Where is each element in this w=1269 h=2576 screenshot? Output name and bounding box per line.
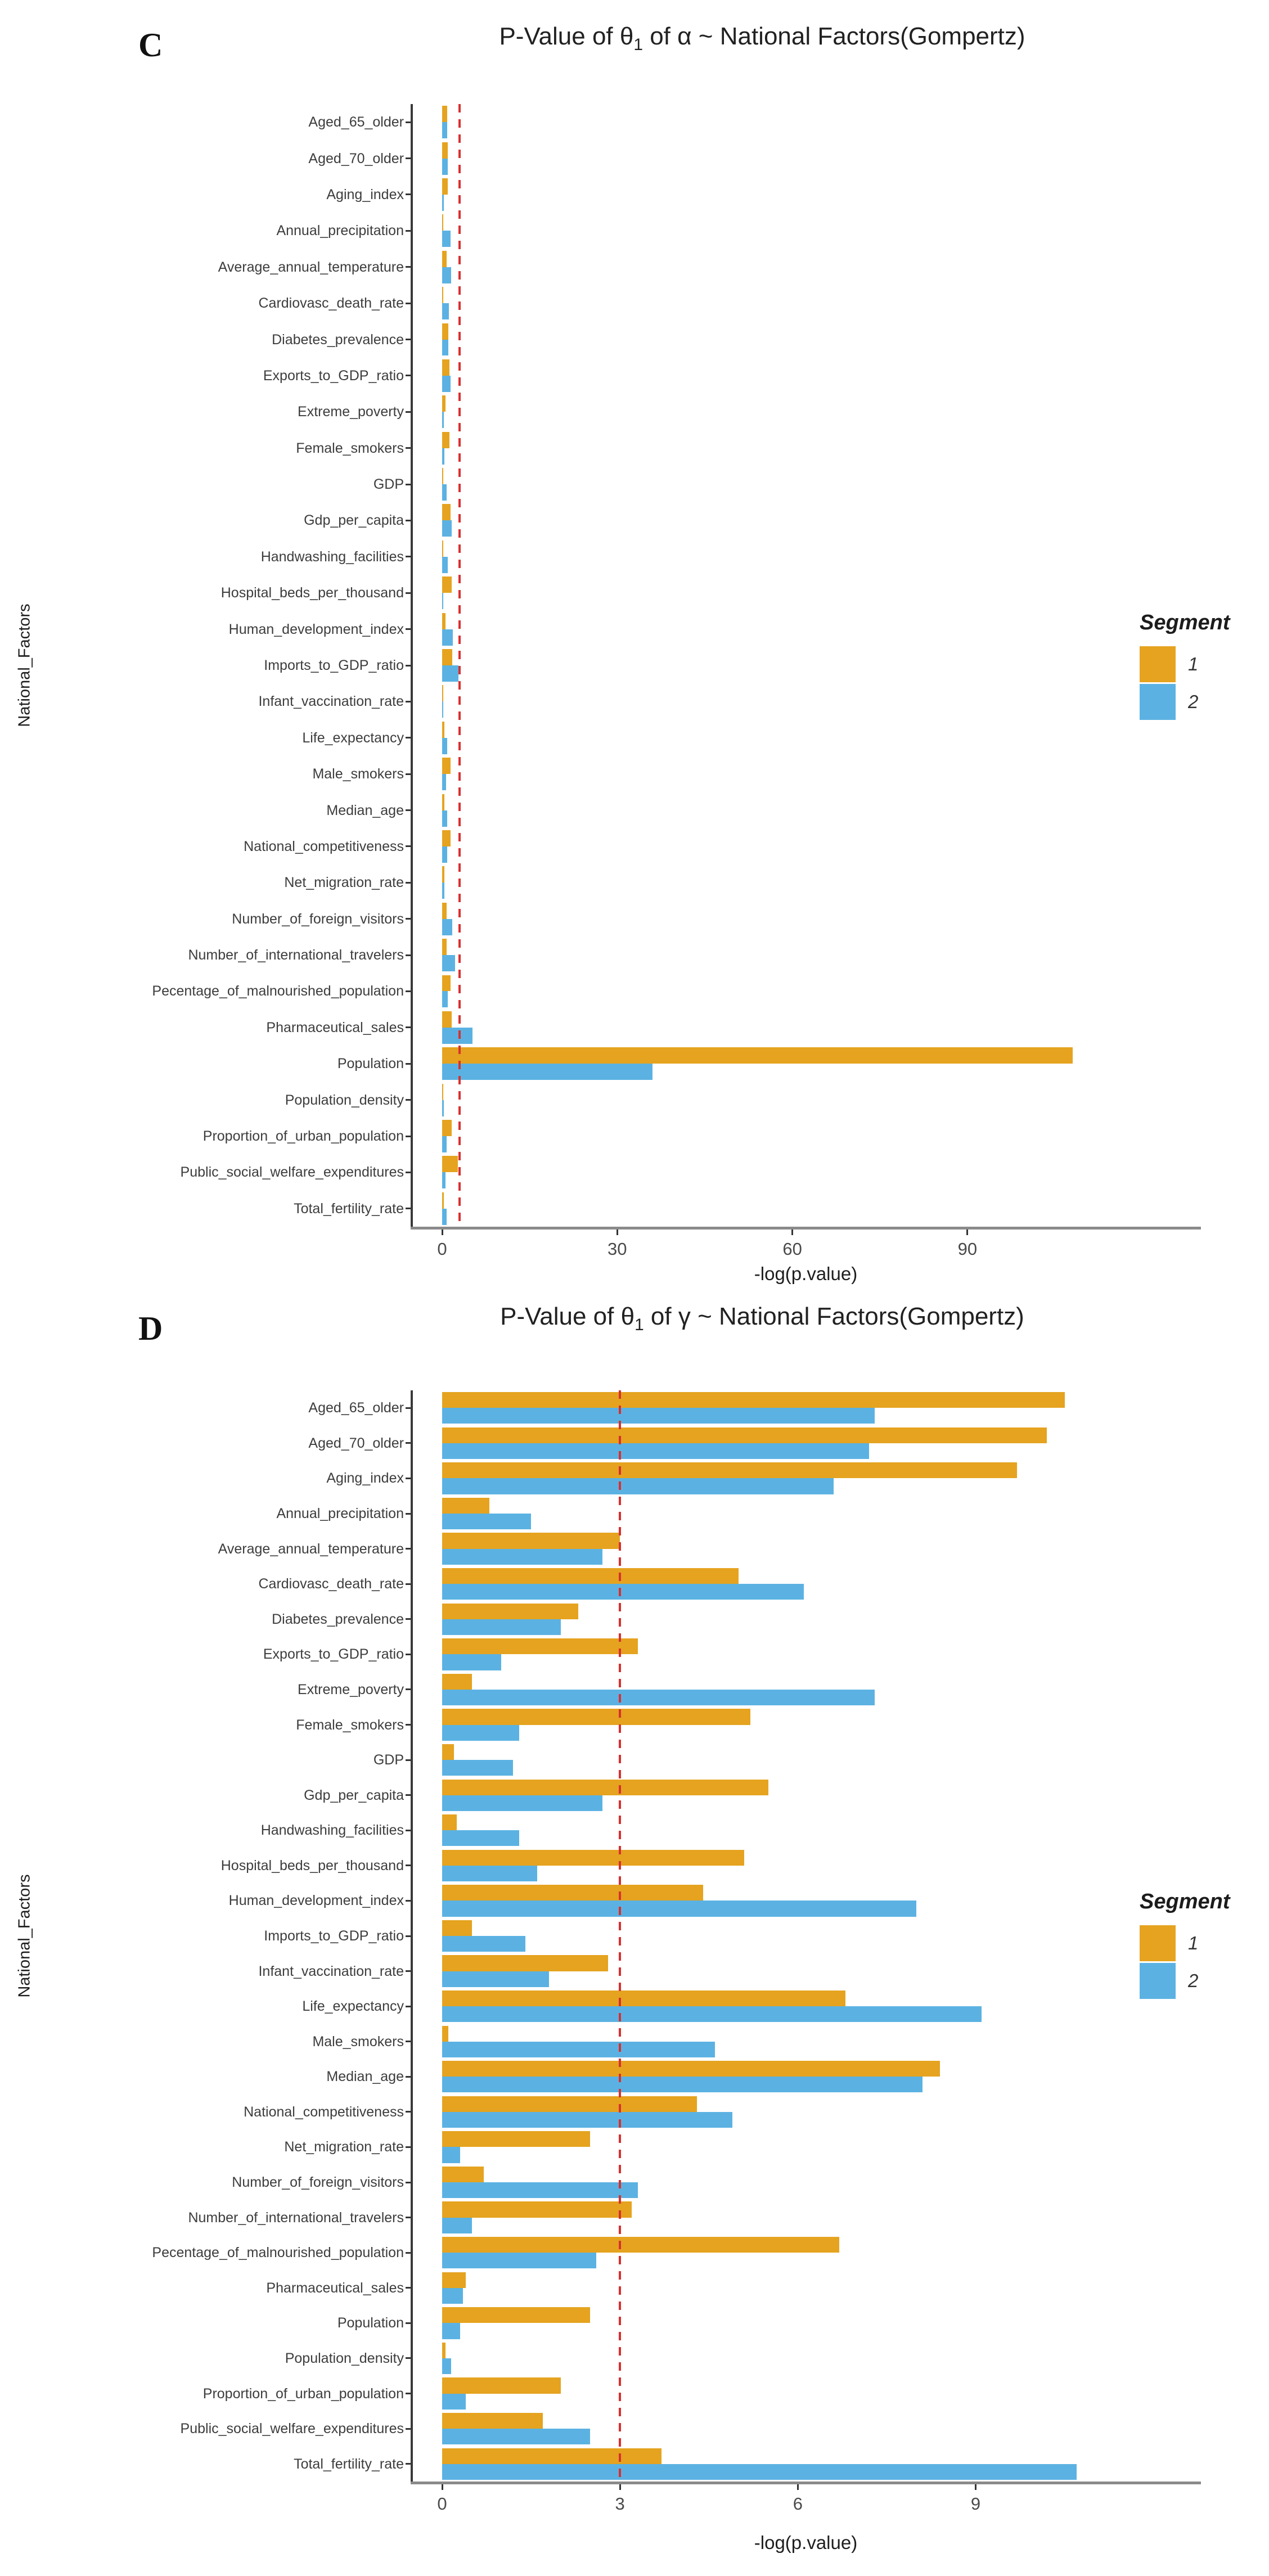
bar-segment2-Number_of_international_travelers: [442, 2218, 472, 2233]
bar-segment2-Population_density: [442, 2358, 451, 2374]
bar-segment1-Gdp_per_capita: [442, 1780, 768, 1795]
bar-segment2-Female_smokers: [442, 1725, 519, 1741]
bar-segment1-Infant_vaccination_rate: [442, 1955, 608, 1971]
bar-segment2-Handwashing_facilities: [442, 1830, 519, 1846]
bar-segment1-Human_development_index: [442, 1885, 703, 1901]
bar-segment1-Median_age: [442, 2061, 940, 2077]
category-label: Life_expectancy: [302, 1998, 404, 2015]
bar-segment2-Aged_70_older: [442, 1443, 869, 1459]
category-tick-mark: [406, 1759, 411, 1761]
category-label: National_competitiveness: [244, 2104, 404, 2120]
category-label: Human_development_index: [228, 1893, 404, 1909]
category-label: Annual_precipitation: [276, 1506, 404, 1522]
category-tick-mark: [406, 2041, 411, 2042]
category-label: Public_social_welfare_expenditures: [180, 2421, 404, 2437]
category-label: Aged_70_older: [308, 1435, 404, 1451]
x-axis-tick-mark: [619, 2484, 621, 2490]
bar-segment2-Aging_index: [442, 1478, 834, 1494]
bar-segment1-Number_of_foreign_visitors: [442, 2167, 484, 2182]
category-label: Infant_vaccination_rate: [258, 1963, 404, 1979]
bar-segment1-Net_migration_rate: [442, 2131, 590, 2147]
bar-segment2-Infant_vaccination_rate: [442, 1971, 549, 1987]
category-label: Median_age: [326, 2069, 404, 2085]
category-label: Gdp_per_capita: [304, 1787, 404, 1803]
legend-label-segment-1: 1: [1188, 654, 1199, 674]
bar-segment2-Annual_precipitation: [442, 1514, 531, 1529]
legend-swatch-segment-2: [1140, 1963, 1176, 1999]
bar-segment1-Aging_index: [442, 1462, 1017, 1478]
category-label: Aged_65_older: [308, 114, 404, 130]
category-label: Net_migration_rate: [284, 2139, 404, 2155]
category-label: Population: [337, 1056, 404, 1072]
category-label: Annual_precipitation: [276, 223, 404, 239]
bar-segment1-Female_smokers: [442, 1709, 750, 1724]
bar-segment1-Handwashing_facilities: [442, 1814, 457, 1830]
bar-segment1-Pharmaceutical_sales: [442, 2272, 466, 2288]
category-tick-mark: [406, 1794, 411, 1796]
category-tick-mark: [406, 2287, 411, 2289]
chart-c-title-subscript: 1: [633, 35, 643, 54]
category-label: Proportion_of_urban_population: [202, 2385, 404, 2402]
chart-d-x-axis-label: -log(p.value): [754, 2532, 858, 2553]
category-tick-mark: [406, 1548, 411, 1550]
category-tick-mark: [406, 1900, 411, 1902]
chart-d-title-text: P-Value of θ: [500, 1303, 635, 1330]
bar-segment1-Male_smokers: [442, 2026, 448, 2042]
bar-segment1-Population_density: [442, 2343, 446, 2358]
category-label: Aging_index: [326, 1470, 404, 1487]
category-label: Pecentage_of_malnourished_population: [152, 983, 404, 999]
threshold-line: [458, 104, 461, 1227]
bar-segment1-GDP: [442, 1744, 454, 1760]
category-label: Imports_to_GDP_ratio: [264, 657, 404, 673]
bar-segment2-Number_of_foreign_visitors: [442, 2182, 638, 2198]
category-tick-mark: [406, 2393, 411, 2394]
category-label: Life_expectancy: [302, 729, 404, 746]
category-tick-mark: [406, 1830, 411, 1831]
category-tick-mark: [406, 2076, 411, 2078]
category-label: Female_smokers: [296, 1717, 404, 1733]
category-label: Pharmaceutical_sales: [266, 2280, 404, 2296]
bar-segment2-Gdp_per_capita: [442, 1795, 602, 1811]
bar-segment2-Cardiovasc_death_rate: [442, 1584, 804, 1600]
category-label: Imports_to_GDP_ratio: [264, 1928, 404, 1944]
bar-segment2-Net_migration_rate: [442, 2147, 460, 2163]
category-label: Number_of_foreign_visitors: [232, 2174, 404, 2191]
bar-segment2-Diabetes_prevalence: [442, 1619, 561, 1635]
category-label: Population_density: [285, 1092, 404, 1108]
category-label: Hospital_beds_per_thousand: [220, 1857, 404, 1874]
category-label: Median_age: [326, 802, 404, 818]
bar-segment2-Exports_to_GDP_ratio: [442, 1654, 501, 1670]
bar-segment1-Extreme_poverty: [442, 1674, 472, 1690]
bar-segment2-Life_expectancy: [442, 2006, 982, 2022]
category-tick-mark: [406, 2252, 411, 2254]
category-label: Handwashing_facilities: [260, 548, 404, 565]
bar-segment2-Population: [442, 2323, 460, 2339]
legend-swatch-segment-1: [1140, 1925, 1176, 1961]
category-label: Handwashing_facilities: [260, 1822, 404, 1839]
category-label: Female_smokers: [296, 440, 404, 456]
chart-c-title-rest: of α ~ National Factors(Gompertz): [642, 22, 1025, 50]
bar-segment2-Imports_to_GDP_ratio: [442, 1936, 525, 1952]
category-label: Average_annual_temperature: [218, 1541, 404, 1557]
category-label: Human_development_index: [228, 621, 404, 637]
bar-segment1-Number_of_international_travelers: [442, 2201, 632, 2217]
category-label: Proportion_of_urban_population: [202, 1128, 404, 1145]
category-label: Exports_to_GDP_ratio: [263, 1646, 404, 1663]
legend-item-segment-2: [1140, 1963, 1269, 1999]
panel-label-c: C: [138, 26, 163, 64]
bar-segment2-Aged_65_older: [442, 1408, 875, 1424]
bar-segment2-Pecentage_of_malnourished_population: [442, 2253, 596, 2268]
category-label: Number_of_foreign_visitors: [232, 911, 404, 927]
chart-c-title-text: P-Value of θ: [499, 22, 634, 50]
x-axis-tick-mark: [975, 2484, 976, 2490]
category-label: Average_annual_temperature: [218, 259, 404, 275]
panel-label-d: D: [138, 1310, 163, 1347]
legend-label-segment-1: 1: [1188, 1933, 1199, 1953]
category-label: Pharmaceutical_sales: [266, 1019, 404, 1035]
y-axis-line: [411, 1390, 413, 2484]
category-tick-mark: [406, 1654, 411, 1655]
category-tick-mark: [406, 2182, 411, 2183]
bar-segment1-Annual_precipitation: [442, 1498, 489, 1514]
category-label: Exports_to_GDP_ratio: [263, 367, 404, 384]
category-label: Population: [337, 2315, 404, 2331]
x-axis-tick-mark: [797, 2484, 799, 2490]
x-axis-tick-label: 9: [970, 2494, 981, 2514]
bar-segment1-Imports_to_GDP_ratio: [442, 1920, 472, 1936]
bar-segment1-Exports_to_GDP_ratio: [442, 1638, 638, 1654]
category-label: Diabetes_prevalence: [272, 331, 404, 348]
x-axis-line: [411, 2482, 1201, 2484]
category-label: Aging_index: [326, 186, 404, 202]
x-axis-tick-label: 0: [437, 2494, 447, 2514]
category-label: GDP: [373, 1752, 404, 1768]
x-axis-tick-mark: [442, 2484, 443, 2490]
bar-segment2-Human_development_index: [442, 1901, 916, 1916]
category-label: Gdp_per_capita: [304, 512, 404, 529]
category-tick-mark: [406, 1970, 411, 1972]
bar-segment2-Male_smokers: [442, 2042, 715, 2057]
bar-segment2-Public_social_welfare_expenditures: [442, 2429, 590, 2444]
bar-segment1-Proportion_of_urban_population: [442, 2377, 561, 2393]
x-axis-tick-label: 60: [782, 1239, 802, 1259]
bar-segment1-Diabetes_prevalence: [442, 1604, 578, 1619]
category-label: Extreme_poverty: [298, 404, 404, 420]
category-tick-mark: [406, 2463, 411, 2465]
category-tick-mark: [406, 1442, 411, 1444]
x-axis-tick-label: 6: [793, 2494, 803, 2514]
category-label: Number_of_international_travelers: [188, 947, 404, 963]
bar-segment1-Hospital_beds_per_thousand: [442, 1850, 744, 1866]
x-axis-tick-label: 3: [615, 2494, 625, 2514]
bar-segment1-Public_social_welfare_expenditures: [442, 2413, 543, 2429]
threshold-line: [619, 1390, 621, 2482]
chart-d-title-rest: of γ ~ National Factors(Gompertz): [644, 1303, 1024, 1330]
bar-segment1-Life_expectancy: [442, 1990, 845, 2006]
category-tick-mark: [406, 1513, 411, 1515]
bar-segment2-GDP: [442, 1760, 513, 1776]
category-tick-mark: [406, 2111, 411, 2113]
legend-label-segment-2: 2: [1188, 1970, 1199, 1991]
bar-segment1-Aged_65_older: [442, 1392, 1065, 1408]
category-tick-mark: [406, 2217, 411, 2218]
legend-label-segment-2: 2: [1188, 691, 1199, 712]
category-label: Net_migration_rate: [284, 875, 404, 891]
category-label: Aged_65_older: [308, 1400, 404, 1416]
category-tick-mark: [406, 1618, 411, 1620]
chart-d-legend: [1140, 1890, 1269, 2001]
bar-segment1-Cardiovasc_death_rate: [442, 1568, 739, 1584]
bar-segment1-Total_fertility_rate: [442, 2448, 662, 2464]
legend-item-segment-1: [1140, 1925, 1269, 1961]
x-axis-tick-label: 90: [957, 1239, 978, 1259]
bar-segment2-Proportion_of_urban_population: [442, 2394, 466, 2410]
category-label: Hospital_beds_per_thousand: [220, 585, 404, 601]
bar-segment1-Aged_70_older: [442, 1427, 1047, 1443]
bar-segment2-Median_age: [442, 2077, 922, 2092]
bar-segment1-Average_annual_temperature: [442, 1533, 620, 1548]
category-label: National_competitiveness: [244, 838, 404, 854]
chart-d-y-axis-label: National_Factors: [15, 1874, 34, 1998]
category-label: GDP: [373, 476, 404, 493]
bar-segment1-National_competitiveness: [442, 2096, 697, 2112]
bar-segment2-Total_fertility_rate: [442, 2464, 1077, 2480]
category-label: Population_density: [285, 2350, 404, 2366]
category-tick-mark: [406, 1407, 411, 1409]
category-label: Public_social_welfare_expenditures: [180, 1164, 404, 1181]
legend-title: Segment: [1140, 611, 1230, 634]
category-label: Total_fertility_rate: [294, 2456, 404, 2472]
x-axis-tick-label: 30: [608, 1239, 627, 1259]
category-label: Extreme_poverty: [298, 1681, 404, 1697]
bar-segment1-Pecentage_of_malnourished_population: [442, 2237, 839, 2253]
legend-title: Segment: [1140, 1890, 1230, 1913]
category-label: Cardiovasc_death_rate: [258, 295, 404, 312]
category-label: Cardiovasc_death_rate: [258, 1576, 404, 1592]
chart-d-title-subscript: 1: [634, 1315, 644, 1334]
category-label: Male_smokers: [312, 2033, 404, 2050]
category-label: Pecentage_of_malnourished_population: [152, 2245, 404, 2261]
category-label: Infant_vaccination_rate: [258, 693, 404, 710]
category-tick-mark: [406, 1688, 411, 1690]
bar-segment2-Extreme_poverty: [442, 1690, 875, 1705]
bar-segment2-Average_annual_temperature: [442, 1549, 602, 1565]
category-tick-mark: [406, 2146, 411, 2148]
category-tick-mark: [406, 2006, 411, 2007]
category-label: Aged_70_older: [308, 150, 404, 166]
category-tick-mark: [406, 2322, 411, 2324]
category-label: Male_smokers: [312, 766, 404, 782]
category-label: Number_of_international_travelers: [188, 2209, 404, 2226]
x-axis-tick-label: 0: [437, 1239, 447, 1259]
category-tick-mark: [406, 2357, 411, 2359]
category-label: Total_fertility_rate: [294, 1200, 404, 1217]
bar-segment1-Population: [442, 2307, 590, 2323]
category-tick-mark: [406, 1865, 411, 1866]
chart-c-x-axis-label: -log(p.value): [754, 1263, 858, 1284]
category-tick-mark: [406, 1935, 411, 1937]
category-tick-mark: [406, 1478, 411, 1479]
bar-segment2-National_competitiveness: [442, 2112, 732, 2128]
bar-segment2-Pharmaceutical_sales: [442, 2288, 463, 2304]
category-tick-mark: [406, 1724, 411, 1726]
chart-c-y-axis-label: National_Factors: [15, 604, 34, 727]
category-tick-mark: [406, 1583, 411, 1585]
category-tick-mark: [406, 2428, 411, 2430]
bar-segment2-Hospital_beds_per_thousand: [442, 1866, 537, 1881]
category-label: Diabetes_prevalence: [272, 1611, 404, 1627]
